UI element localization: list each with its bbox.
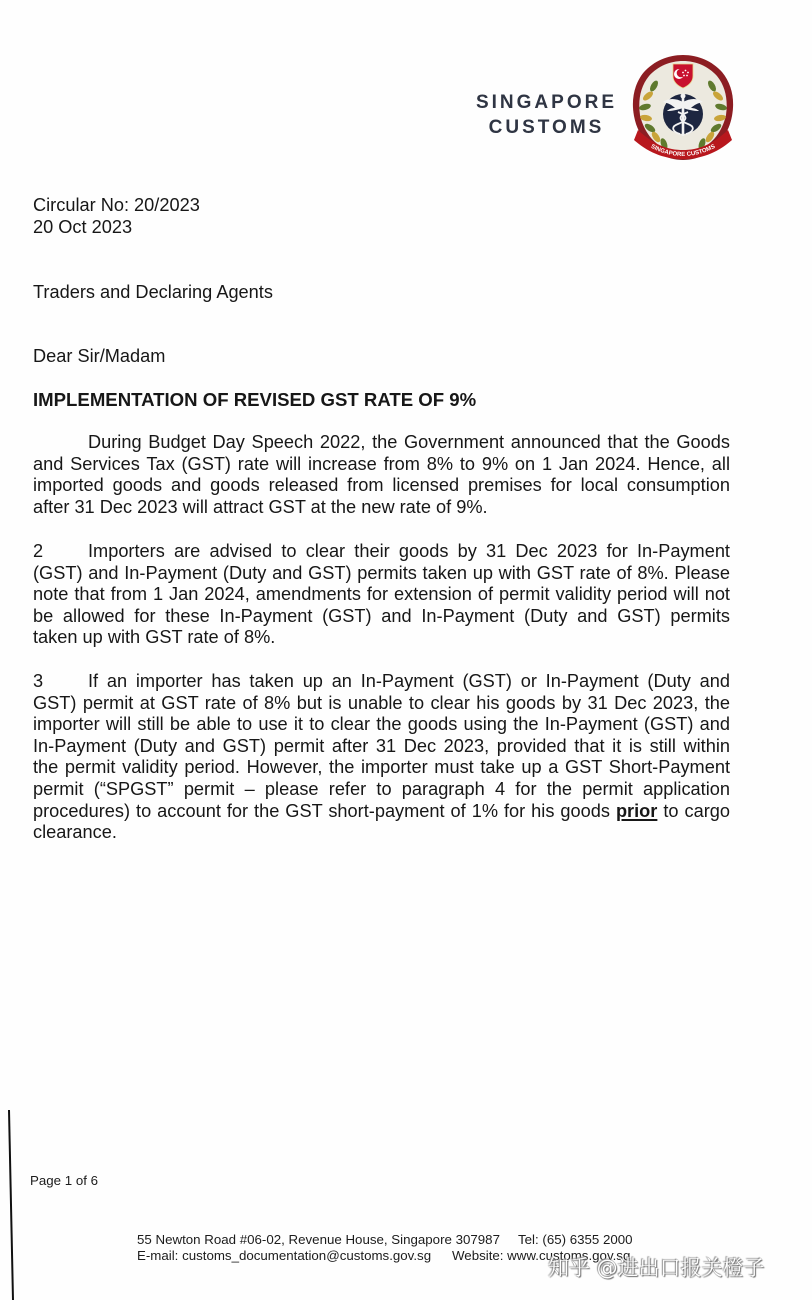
paragraph-line: GST) permit at GST rate of 8% but is unable to clear his goods by 31 Dec 2023, the: [33, 692, 730, 713]
circular-date: 20 Oct 2023: [33, 216, 133, 237]
crest-banner-label: SINGAPORE CUSTOMS: [649, 143, 717, 159]
paragraph-line: permit (“SPGST” permit – please refer to paragraph 4 for the permit application: [33, 778, 730, 799]
paragraph-line: In-Payment (Duty and GST) permit after 31 Dec 2023, provided that it is still within: [33, 735, 730, 756]
scan-edge-stroke: [9, 1110, 13, 1300]
paragraph-1: [33, 432, 730, 518]
paragraph-line: the permit validity period. However, the importer must take up a GST Short-Payment: [33, 757, 730, 778]
paragraph-number: 2: [33, 541, 44, 561]
paragraph-3: [33, 671, 730, 844]
paragraph-line: Importers are advised to clear their goods by 31 Dec 2023 for In-Payment: [88, 541, 730, 561]
star-icon: [685, 70, 687, 72]
circular-info: [33, 195, 200, 238]
paragraph-line: after 31 Dec 2023 will attract GST at the new rate of 9%.: [33, 496, 488, 517]
paragraph-line: importer will still be able to use it to clear the goods using the In-Payment (GST) and: [33, 714, 730, 735]
paragraph-2: [33, 541, 730, 649]
singapore-customs-crest-icon: [628, 52, 738, 162]
caduceus-knob: [681, 94, 686, 99]
paragraph-line: imported goods and goods released from licensed premises for local consumption: [33, 475, 730, 496]
org-name-line2: CUSTOMS: [488, 117, 605, 138]
paragraph-line: be allowed for these In-Payment (GST) and In-Payment (Duty and GST) permits: [33, 605, 730, 626]
paragraph-line: During Budget Day Speech 2022, the Government announced that the Goods: [88, 432, 730, 452]
org-name-block: [455, 90, 635, 140]
paragraph-line-text: procedures) to account for the GST short-payment of 1% for his goods: [33, 800, 616, 821]
addressee: Traders and Declaring Agents: [33, 282, 273, 302]
star-icon: [682, 72, 684, 74]
circular-number: Circular No: 20/2023: [33, 195, 200, 215]
footer-address: 55 Newton Road #06-02, Revenue House, Singapore 307987: [137, 1232, 500, 1247]
paragraph-number: 3: [33, 671, 44, 691]
scan-edge-line: [0, 1100, 24, 1300]
star-icon: [686, 75, 688, 77]
footer-telephone: Tel: (65) 6355 2000: [518, 1232, 633, 1247]
star-icon: [687, 72, 689, 74]
emphasized-word: prior: [615, 800, 658, 821]
watermark: 知乎 @进出口报关橙子: [548, 1256, 765, 1280]
paragraph-line: note that from 1 Jan 2024, amendments for extension of permit validity period will not: [33, 584, 730, 605]
footer-email: E-mail: customs_documentation@customs.gov.sg: [137, 1248, 432, 1263]
salutation: Dear Sir/Madam: [33, 346, 166, 366]
paragraph-line: If an importer has taken up an In-Payment (GST) or In-Payment (Duty and: [88, 671, 730, 691]
paragraph-line: taken up with GST rate of 8%.: [33, 627, 276, 648]
star-icon: [683, 75, 685, 77]
paragraph-line: clearance.: [33, 822, 117, 843]
paragraph-line: (GST) and In-Payment (Duty and GST) permits taken up with GST rate of 8%. Please: [33, 562, 730, 583]
page-number: Page 1 of 6: [30, 1173, 99, 1188]
paragraph-line: [33, 801, 730, 823]
paragraph-line-text: to cargo: [657, 800, 730, 821]
org-name-line1: SINGAPORE: [475, 92, 618, 113]
footer-website: Website: www.customs.gov.sg: [452, 1248, 631, 1263]
paragraph-line: and Services Tax (GST) rate will increase from 8% to 9% on 1 Jan 2024. Hence, all: [33, 453, 730, 474]
document-title: IMPLEMENTATION OF REVISED GST RATE OF 9%: [33, 389, 477, 410]
